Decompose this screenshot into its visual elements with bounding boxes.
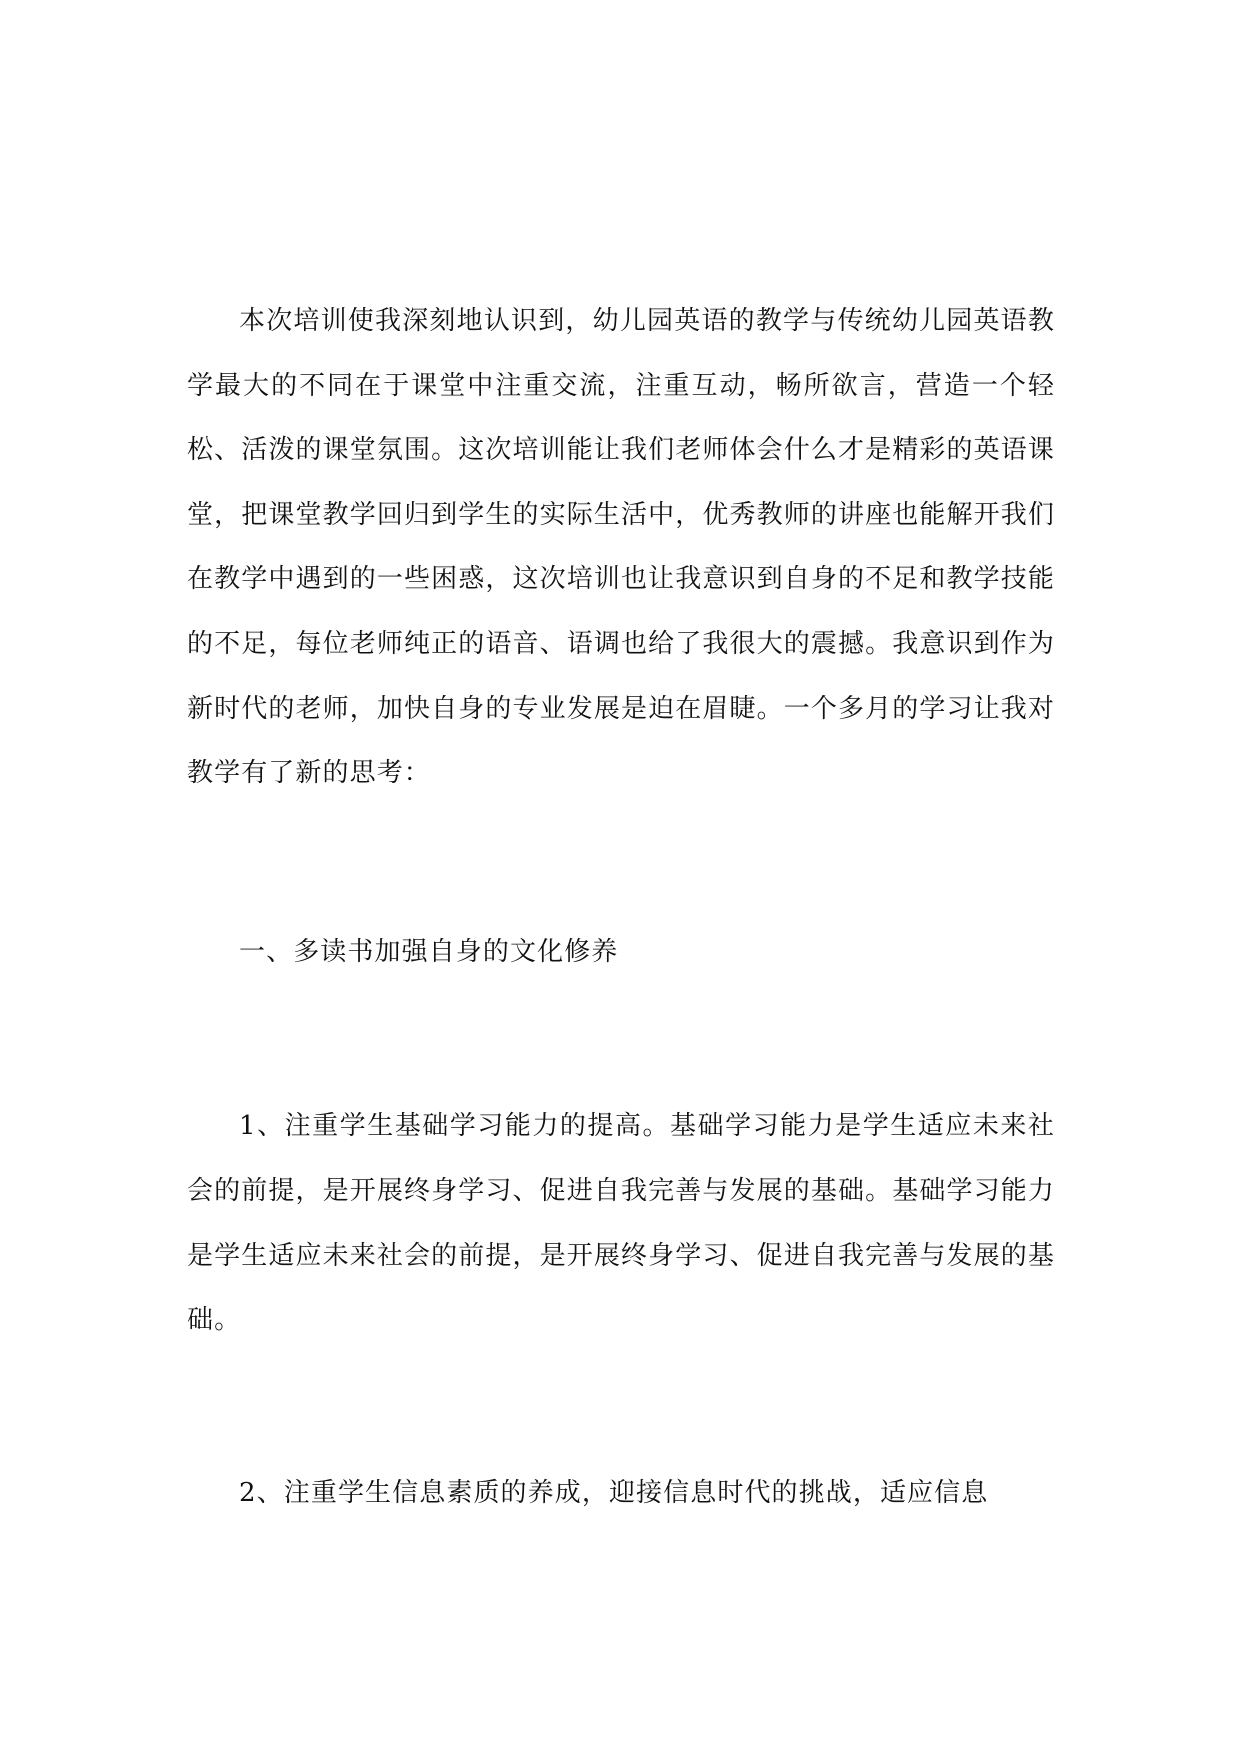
paragraph-spacer: [187, 1353, 1055, 1461]
document-body: [187, 289, 1055, 1525]
section-heading: 一、多读书加强自身的文化修养: [239, 936, 619, 967]
point-1-paragraph: 1、注重学生基础学习能力的提高。基础学习能力是学生适应未来社会的前提，是开展终身学习、促进自我完善与发展的基础。基础学习能力是学生适应未来社会的前提，是开展终身学习、促进自我完善与发展的基础。: [187, 1111, 1055, 1336]
paragraph-spacer: [187, 984, 1055, 1094]
paragraph-spacer: [187, 806, 1055, 920]
point-2-paragraph: 2、注重学生信息素质的养成，迎接信息时代的挑战，适应信息: [239, 1477, 989, 1508]
intro-paragraph: 本次培训使我深刻地认识到，幼儿园英语的教学与传统幼儿园英语教学最大的不同在于课堂中注重交流，注重互动，畅所欲言，营造一个轻松、活泼的课堂氛围。这次培训能让我们老师体会什么才是精彩的英语课堂，把课堂教学回归到学生的实际生活中，优秀教师的讲座也能解开我们在教学中遇到的一些困惑，这次培训也让我意识到自身的不足和教学技能的不足，每位老师纯正的语音、语调也给了我很大的震撼。我意识到作为新时代的老师，加快自身的专业发展是迫在眉睫。一个多月的学习让我对教学有了新的思考：: [187, 306, 1055, 789]
